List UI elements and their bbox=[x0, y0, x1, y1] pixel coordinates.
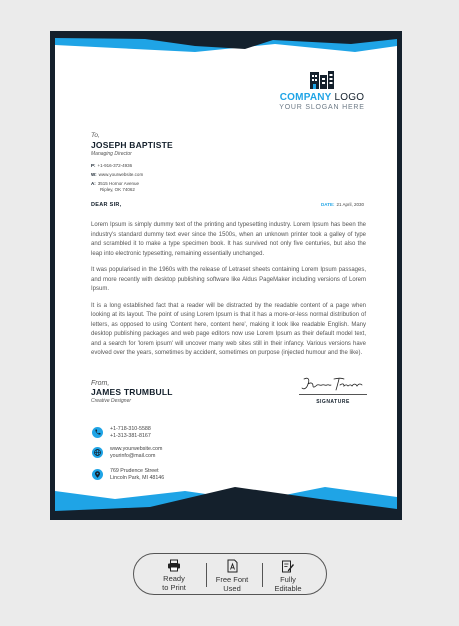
feature-label-1b: to Print bbox=[162, 583, 186, 592]
feature-label-2a: Free Font bbox=[215, 575, 249, 584]
building-icon bbox=[308, 69, 336, 89]
salutation: DEAR SIR, bbox=[91, 202, 122, 208]
feature-badges bbox=[133, 553, 327, 595]
globe-icon bbox=[92, 447, 103, 458]
recipient-name: JOSEPH BAPTISTE bbox=[91, 140, 173, 150]
signature-line bbox=[299, 394, 367, 395]
handwritten-signature bbox=[298, 375, 368, 393]
company-slogan: YOUR SLOGAN HERE bbox=[279, 104, 365, 111]
letterhead-page bbox=[55, 36, 397, 515]
sender-block bbox=[91, 380, 241, 404]
signature-label: SIGNATURE bbox=[316, 398, 350, 405]
feature-ready-to-print bbox=[146, 559, 202, 592]
letter-date: DATE: 21 April, 2030 bbox=[321, 202, 364, 207]
contact-phone-2: +1-313-381-8167 bbox=[110, 433, 151, 439]
sender-title: Creative Designer bbox=[91, 398, 132, 404]
feature-label-2b: Used bbox=[223, 584, 241, 593]
feature-label-3a: Fully bbox=[280, 575, 296, 584]
recipient-website: W: www.yourwebsite.com bbox=[91, 172, 144, 177]
edit-document-icon bbox=[281, 559, 295, 573]
company-name: COMPANY LOGO bbox=[279, 92, 365, 103]
contact-street: 769 Prudence Street bbox=[110, 468, 159, 474]
body-paragraph: It was popularised in the 1960s with the release of Letraset sheets containing Lorem Ipsum passages, and more recently with desktop publishing software like Aldus PageMaker including versions of Lorem Ipsum. bbox=[91, 267, 366, 292]
contact-email: yourinfo@mail.com bbox=[110, 453, 156, 459]
recipient-address: A: 3515 Hornor Avenue Ripley, OK 74062 bbox=[91, 181, 139, 192]
feature-fully-editable bbox=[260, 559, 316, 593]
contact-phone-1: +1-718-310-5588 bbox=[110, 426, 151, 432]
sender-name: JAMES TRUMBULL bbox=[91, 387, 173, 397]
body-paragraph: Lorem Ipsum is simply dummy text of the printing and typesetting industry. Lorem Ipsum has been the industry's standard dummy text ever since the 1500s, when an unknown printer took a galley of type and scrambled it to make a type specimen book. It has survived not only five centuries, but also the leap into electronic typesetting, remaining essentially unchanged. bbox=[91, 222, 366, 257]
phone-icon bbox=[92, 427, 103, 438]
recipient-phone: P: +1-916-372-4936 bbox=[91, 163, 133, 168]
contact-website: www.yourwebsite.com bbox=[110, 446, 163, 452]
printer-icon bbox=[167, 559, 181, 572]
letter-body bbox=[91, 221, 366, 366]
body-paragraph: It is a long established fact that a reader will be distracted by the readable content of a page when looking at its layout. The point of using Lorem Ipsum is that it has a more-or-less normal distribution of letters, as opposed to using 'Content here, content here', making it look like readable English. Many desktop publishing packages and web page editors now use Lorem Ipsum as their default model text, and a search for 'lorem ipsum' will uncover many web sites still in their infancy. Various versions have evolved over the years, sometimes by accident, sometimes on purpose (injected humour and the like). bbox=[91, 302, 366, 356]
feature-label-3b: Editable bbox=[274, 584, 302, 593]
font-file-icon bbox=[226, 559, 239, 573]
recipient-block bbox=[91, 132, 291, 193]
contact-city: Lincoln Park, MI 48146 bbox=[110, 475, 165, 481]
from-label: From, bbox=[91, 380, 110, 387]
feature-label-1a: Ready bbox=[163, 574, 185, 583]
contact-web bbox=[92, 446, 252, 460]
to-label: To, bbox=[91, 132, 100, 139]
recipient-title: Managing Director bbox=[91, 151, 132, 157]
company-logo bbox=[277, 69, 367, 111]
contact-phone bbox=[92, 426, 252, 440]
feature-free-font bbox=[204, 559, 260, 593]
footer-decoration bbox=[55, 473, 397, 515]
signature-block bbox=[295, 375, 371, 405]
